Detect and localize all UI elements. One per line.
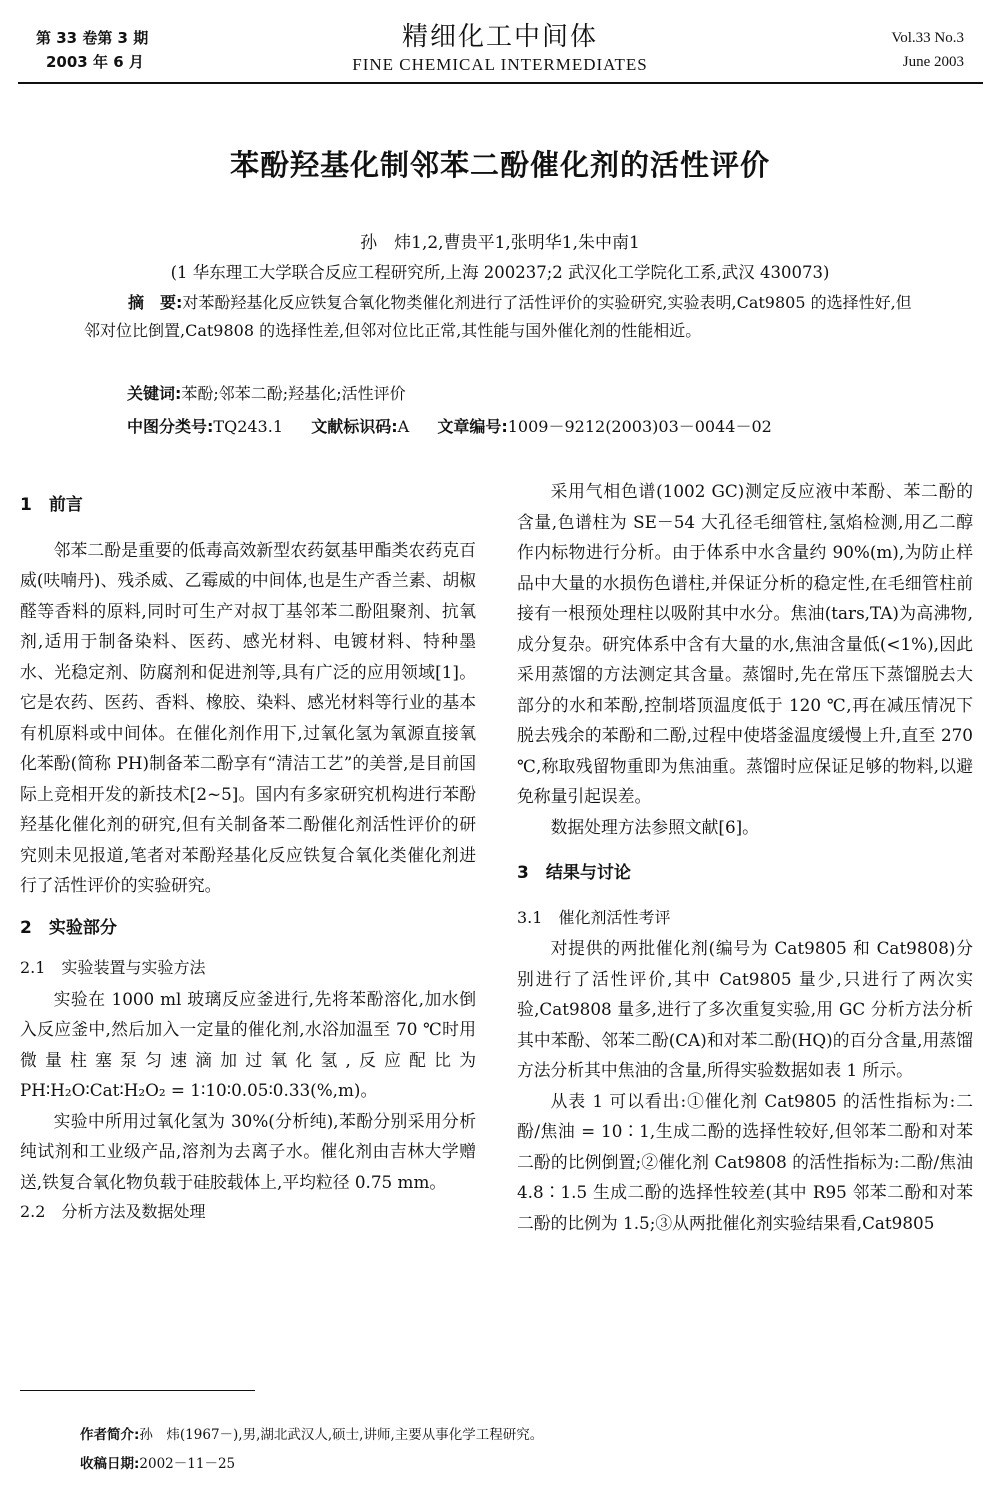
received-date-text: 2002－11－25 — [139, 1456, 236, 1472]
section-1-heading: 1 前言 — [20, 495, 83, 515]
author-bio-text: 孙 炜(1967－),男,湖北武汉人,硕士,讲师,主要从事化学工程研究。 — [139, 1427, 544, 1443]
section-3-1-paragraph-2: 从表 1 可以看出:①催化剂 Cat9805 的活性指标为:二酚/焦油 = 10∶1,生成二酚的选择性较好,但邻苯二酚和对苯二酚的比例倒置;②催化剂 Cat9808 的活性指标为:二酚/焦油 4.8∶1.5 生成二酚的选择性较差(其中 R95 邻苯二酚和对苯二酚的比例为 1.5;③从两批催化剂实验结果看,Cat9805 — [517, 1090, 973, 1233]
clc-label: 中图分类号: — [127, 417, 214, 436]
article-number-value: 1009－9212(2003)03－0044－02 — [507, 417, 772, 436]
right-column — [517, 476, 973, 1238]
footnote-rule — [20, 1390, 255, 1391]
section-3-1-heading: 3.1 催化剂活性考评 — [517, 907, 671, 927]
doc-code-label: 文献标识码: — [311, 417, 398, 436]
journal-name — [0, 20, 1000, 76]
analysis-paragraph: 采用气相色谱(1002 GC)测定反应液中苯酚、苯二酚的含量,色谱柱为 SE－54 大孔径毛细管柱,氢焰检测,用乙二醇作内标物进行分析。由于体系中水含量约 90%(m),为防止样品中大量的水损伤色谱柱,并保证分析的稳定性,在毛细管柱前接有一根预处理柱以吸附其中水分。焦油(tars,TA)为高沸物,成分复杂。研究体系中含有大量的水,焦油含量低(<1%),因此采用蒸馏的方法测定其含量。蒸馏时,先在常压下蒸馏脱去大部分的水和苯酚,控制塔顶温度低于 120 ℃,再在减压情况下脱去残余的苯酚和二酚,过程中使塔釜温度缓慢上升,直至 270 ℃,称取残留物重即为焦油重。蒸馏时应保证足够的物料,以避免称量引起误差。 — [517, 481, 973, 806]
abstract-label: 摘 要: — [128, 293, 183, 312]
received-date — [80, 1452, 235, 1472]
section-2-heading: 2 实验部分 — [20, 917, 117, 938]
article-number-label: 文章编号: — [437, 417, 508, 436]
header-rule — [18, 82, 983, 84]
affiliation: (1 华东理工大学联合反应工程研究所,上海 200237;2 武汉化工学院化工系,武汉 430073) — [170, 263, 830, 282]
section-2-2-heading: 2.2 分析方法及数据处理 — [20, 1202, 206, 1221]
left-column — [20, 490, 476, 1228]
abstract-text: 对苯酚羟基化反应铁复合氧化物类催化剂进行了活性评价的实验研究,实验表明,Cat9805 的选择性好,但邻对位比倒置,Cat9808 的选择性差,但邻对位比正常,其性能与国外催化剂的性能相近。 — [84, 293, 912, 340]
journal-name-en: FINE CHEMICAL INTERMEDIATES — [352, 55, 648, 74]
section-2-1-heading: 2.1 实验装置与实验方法 — [20, 958, 206, 977]
keywords-text: 苯酚;邻苯二酚;羟基化;活性评价 — [181, 384, 406, 403]
data-processing-paragraph: 数据处理方法参照文献[6]。 — [550, 816, 759, 837]
issue-date-en: June 2003 — [902, 54, 964, 70]
volume-issue: 第 33 卷第 3 期 — [36, 29, 149, 47]
paper-title: 苯酚羟基化制邻苯二酚催化剂的活性评价 — [229, 148, 770, 182]
journal-name-cn: 精细化工中间体 — [401, 22, 598, 52]
clc-value: TQ243.1 — [213, 417, 283, 436]
classification — [127, 414, 772, 437]
issue-info-en — [891, 26, 964, 74]
doc-code-value: A — [397, 417, 410, 436]
issue-date: 2003 年 6 月 — [46, 53, 144, 71]
author-bio-label: 作者简介: — [80, 1427, 140, 1443]
section-3-heading: 3 结果与讨论 — [517, 863, 631, 883]
section-3-1-paragraph-1: 对提供的两批催化剂(编号为 Cat9805 和 Cat9808)分别进行了活性评价,其中 Cat9805 量少,只进行了两次实验,Cat9808 量多,进行了多次重复实验,用 GC 分析方法分析其中苯酚、邻苯二酚(CA)和对苯二酚(HQ)的百分含量,用蒸馏方法分析其中焦油的含量,所得实验数据如表 1 所示。 — [517, 938, 973, 1080]
keywords — [127, 381, 406, 404]
volume-issue-en: Vol.33 No.3 — [891, 30, 964, 46]
section-2-1-paragraph-1: 实验在 1000 ml 玻璃反应釜进行,先将苯酚溶化,加水倒入反应釜中,然后加入一定量的催化剂,水浴加温至 70 ℃时用微量柱塞泵匀速滴加过氧化氢,反应配比为 PH∶H₂O∶Cat∶H₂O₂ = 1∶10∶0.05∶0.33(%,m)。 — [20, 988, 476, 1100]
keywords-label: 关键词: — [127, 384, 182, 403]
section-1-paragraph: 邻苯二酚是重要的低毒高效新型农药氨基甲酯类农药克百威(呋喃丹)、残杀威、乙霉威的中间体,也是生产香兰素、胡椒醛等香料的原料,同时可生产对叔丁基邻苯二酚阻聚剂、抗氧剂,适用于制备染料、医药、感光材料、电镀材料、特种墨水、光稳定剂、防腐剂和促进剂等,具有广泛的应用领域[1]。它是农药、医药、香料、橡胶、染料、感光材料等行业的基本有机原料或中间体。在催化剂作用下,过氧化氢为氧源直接氧化苯酚(简称 PH)制备苯二酚享有“清洁工艺”的美誉,是目前国际上竞相开发的新技术[2~5]。国内有多家研究机构进行苯酚羟基化催化剂的研究,但有关制备苯二酚催化剂活性评价的研究则未见报道,笔者对苯酚羟基化反应铁复合氧化类催化剂进行了活性评价的实验研究。 — [20, 539, 476, 895]
abstract — [84, 289, 918, 344]
author-bio — [80, 1423, 543, 1443]
received-date-label: 收稿日期: — [80, 1456, 140, 1472]
section-2-1-paragraph-2: 实验中所用过氧化氢为 30%(分析纯),苯酚分别采用分析纯试剂和工业级产品,溶剂为去离子水。催化剂由吉林大学赠送,铁复合氧化物负载于硅胶载体上,平均粒径 0.75 mm。 — [20, 1110, 476, 1192]
authors: 孙 炜1,2,曹贵平1,张明华1,朱中南1 — [360, 233, 640, 253]
